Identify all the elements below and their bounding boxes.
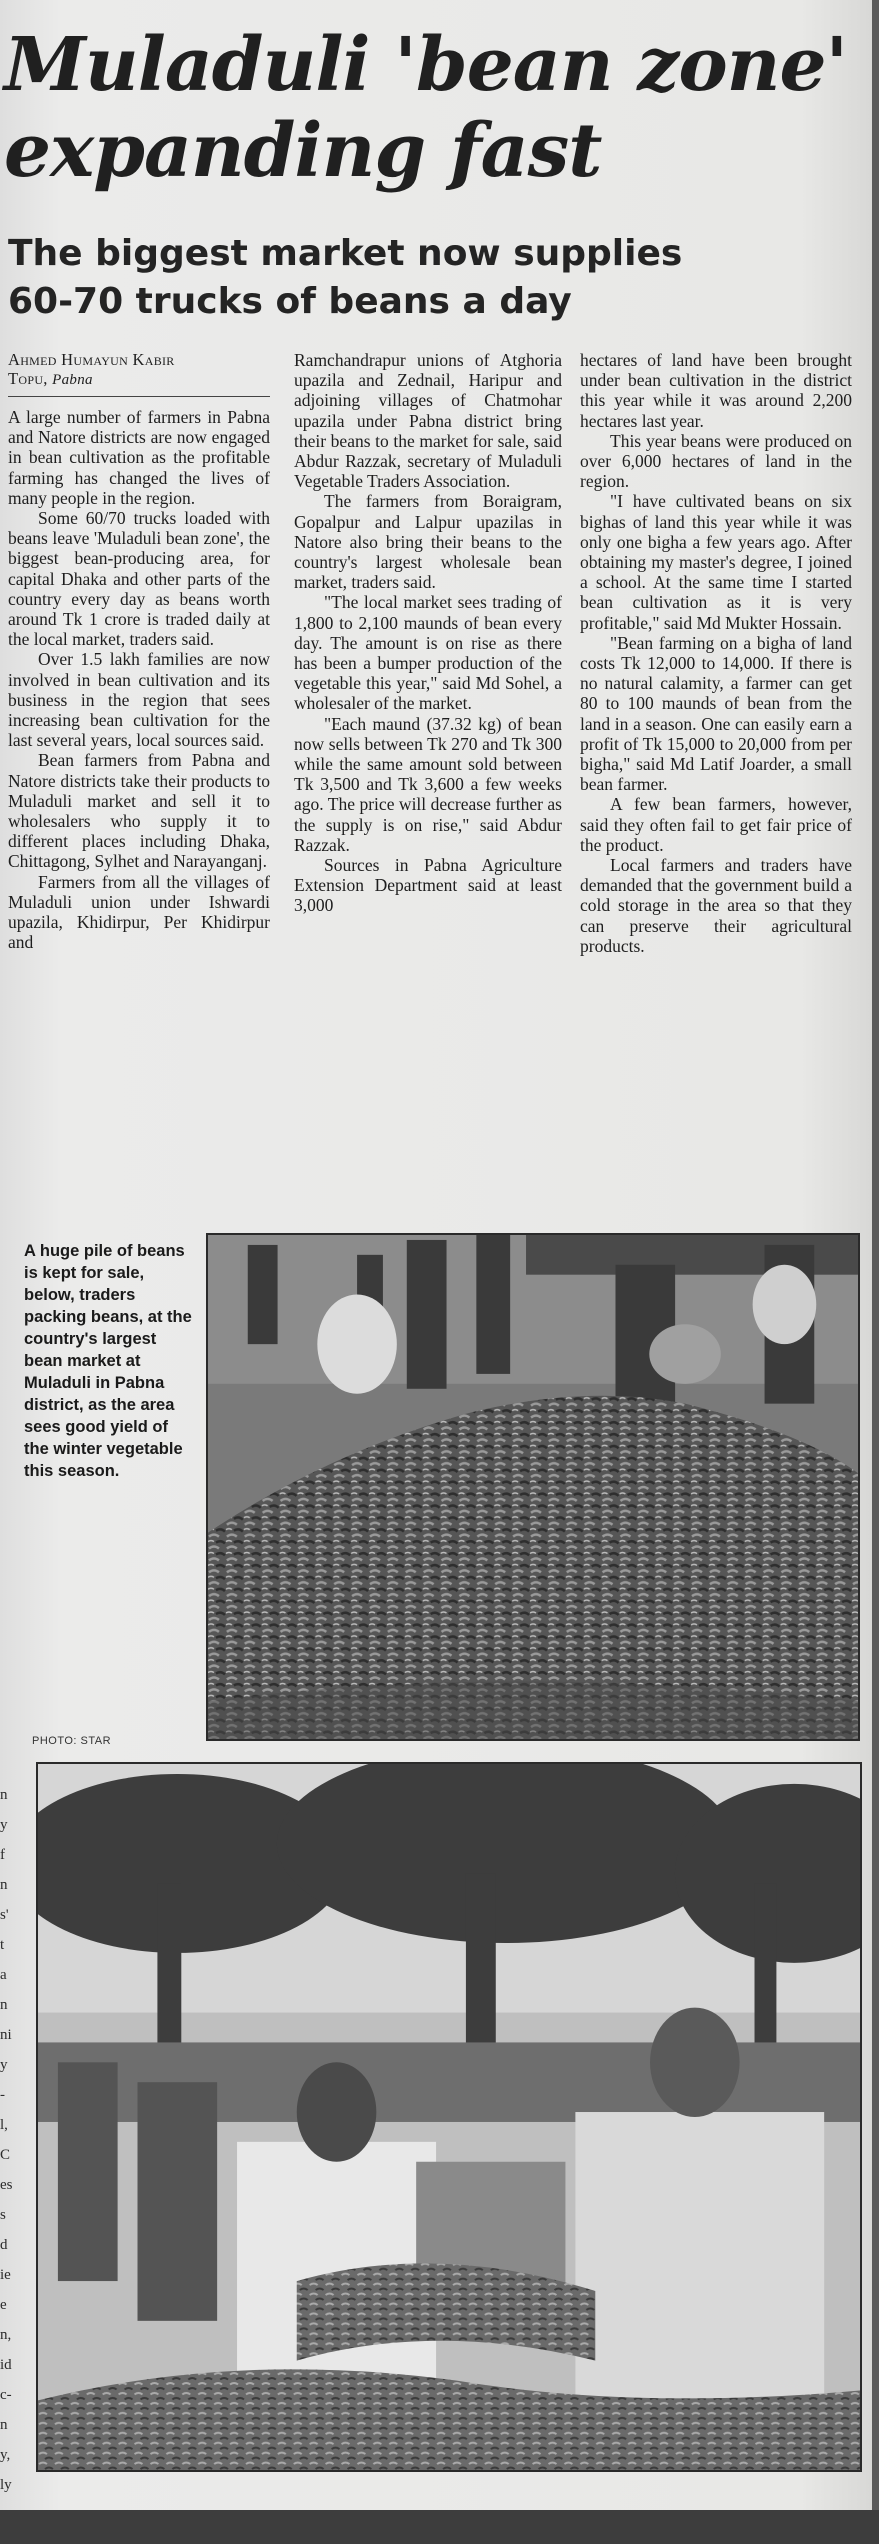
byline-name: Ahmed Humayun Kabir (8, 350, 175, 369)
scan-edge-bottom (0, 2510, 879, 2544)
fragment: y (0, 2057, 8, 2073)
paragraph: Over 1.5 lakh families are now involved in bean cultivation and its business in the region that sees increasing bean cultivation for the last several years, local sources said. (8, 649, 270, 751)
paragraph: hectares of land have been brought under bean cultivation in the district this year while it was around 2,200 hectares last year. (580, 350, 852, 431)
bean-pile-illustration (208, 1235, 858, 1739)
paragraph: This year beans were produced on over 6,000 hectares of land in the region. (580, 430, 852, 492)
fragment: e (0, 2297, 7, 2313)
paragraph: The farmers from Boraigram, Gopalpur and Lalpur upazilas in Natore also bring their beans to the country's largest wholesale bean market, traders said. (294, 491, 562, 593)
traders-packing-photo (36, 1762, 862, 2472)
bean-pile-photo (206, 1233, 860, 1741)
fragment: id (0, 2357, 12, 2373)
fragment: s' (0, 1907, 9, 1923)
subhead-line-1: The biggest market now supplies (8, 233, 683, 274)
fragment: d (0, 2237, 8, 2253)
fragment: ie (0, 2267, 11, 2283)
subheadline (8, 230, 868, 326)
traders-illustration (38, 1764, 860, 2470)
fragment: a (0, 1967, 7, 1983)
paragraph: A large number of farmers in Pabna and Natore districts are now engaged in bean cultivation as the profitable farming has changed the lives of many people in the region. (8, 407, 270, 508)
fragment: ni (0, 2027, 12, 2043)
paragraph: "Each maund (37.32 kg) of bean now sells between Tk 270 and Tk 300 while the same amount sold between Tk 3,500 and Tk 3,600 a few weeks ago. The price will decrease further as the supply is on rise," said Abdur Razzak. (294, 713, 562, 855)
fragment: t (0, 1937, 5, 1953)
fragment: n (0, 1877, 8, 1893)
fragment: f (0, 1847, 5, 1863)
byline-name-cont: Topu, (8, 369, 48, 388)
paragraph: "Bean farming on a bigha of land costs Tk 12,000 to 14,000. If there is no natural calamity, a farmer can get 80 to 100 maunds of bean from the land in a season. One can easily earn a profit of Tk 15,000 to 20,000 from per bigha," said Md Latif Joarder, a small bean farmer. (580, 632, 852, 795)
headline (4, 22, 864, 194)
photo-credit: PHOTO: STAR (32, 1735, 112, 1747)
headline-line-1: Muladuli 'bean zone' (4, 22, 848, 108)
adjacent-column-fragments (0, 1780, 16, 2500)
headline-line-2: expanding fast (4, 108, 602, 194)
fragment: y (0, 1817, 8, 1833)
article-column-1 (8, 350, 270, 1210)
subhead-line-2: 60-70 trucks of beans a day (8, 281, 572, 322)
paragraph: Bean farmers from Pabna and Natore districts take their products to Muladuli market and sell it to wholesalers who supply it to different places including Dhaka, Chittagong, Sylhet and Narayanganj. (8, 750, 270, 872)
paragraph: Some 60/70 trucks loaded with beans leave 'Muladuli bean zone', the biggest bean-producing area, for capital Dhaka and other parts of the country every day as beans worth around Tk 1 crore is traded daily at the local market, traders said. (8, 508, 270, 650)
paragraph: "The local market sees trading of 1,800 to 2,100 maunds of bean every day. The amount is on rise as there has been a bumper production of the vegetable this year," said Md Sohel, a wholesaler of the market. (294, 592, 562, 714)
fragment: es (0, 2177, 13, 2193)
scan-edge-right (872, 0, 879, 2544)
article-column-3 (580, 350, 852, 1210)
fragment: n (0, 1997, 8, 2013)
fragment: s (0, 2207, 6, 2223)
fragment: c- (0, 2387, 12, 2403)
fragment: l, (0, 2117, 8, 2133)
fragment: - (0, 2087, 5, 2103)
paragraph: Ramchandrapur unions of Atghoria upazila and Zednail, Haripur and adjoining villages of Chatmohar upazila under Pabna district bring their beans to the market for sale, said Abdur Razzak, secretary of Muladuli Vegetable Traders Association. (294, 350, 562, 492)
fragment: n (0, 2417, 8, 2433)
paragraph: Local farmers and traders have demanded that the government build a cold storage in the area so that they can preserve their agricultural products. (580, 855, 852, 956)
byline-place: Pabna (52, 372, 93, 388)
paragraph: Farmers from all the villages of Muladuli union under Ishwardi upazila, Khidirpur, Per Khidirpur and (8, 871, 270, 953)
paragraph: Sources in Pabna Agriculture Extension Department said at least 3,000 (294, 855, 562, 916)
paragraph: "I have cultivated beans on six bighas of land this year while it was only one bigha a few years ago. After obtaining my master's degree, I joined a school. At the same time I started bean cultivation as it is very profitable," said Md Mukter Hossain. (580, 491, 852, 633)
photo-caption: A huge pile of beans is kept for sale, below, traders packing beans, at the country's largest bean market at Muladuli in Pabna district, as the area sees good yield of the winter vegetable this season. (24, 1242, 192, 1480)
article-column-2 (294, 350, 562, 1210)
fragment: n (0, 1787, 8, 1803)
fragment: ly (0, 2477, 12, 2493)
fragment: y, (0, 2447, 11, 2463)
byline (8, 350, 270, 397)
paragraph: A few bean farmers, however, said they often fail to get fair price of the product. (580, 794, 852, 855)
fragment: n, (0, 2327, 12, 2343)
fragment: C (0, 2147, 11, 2163)
